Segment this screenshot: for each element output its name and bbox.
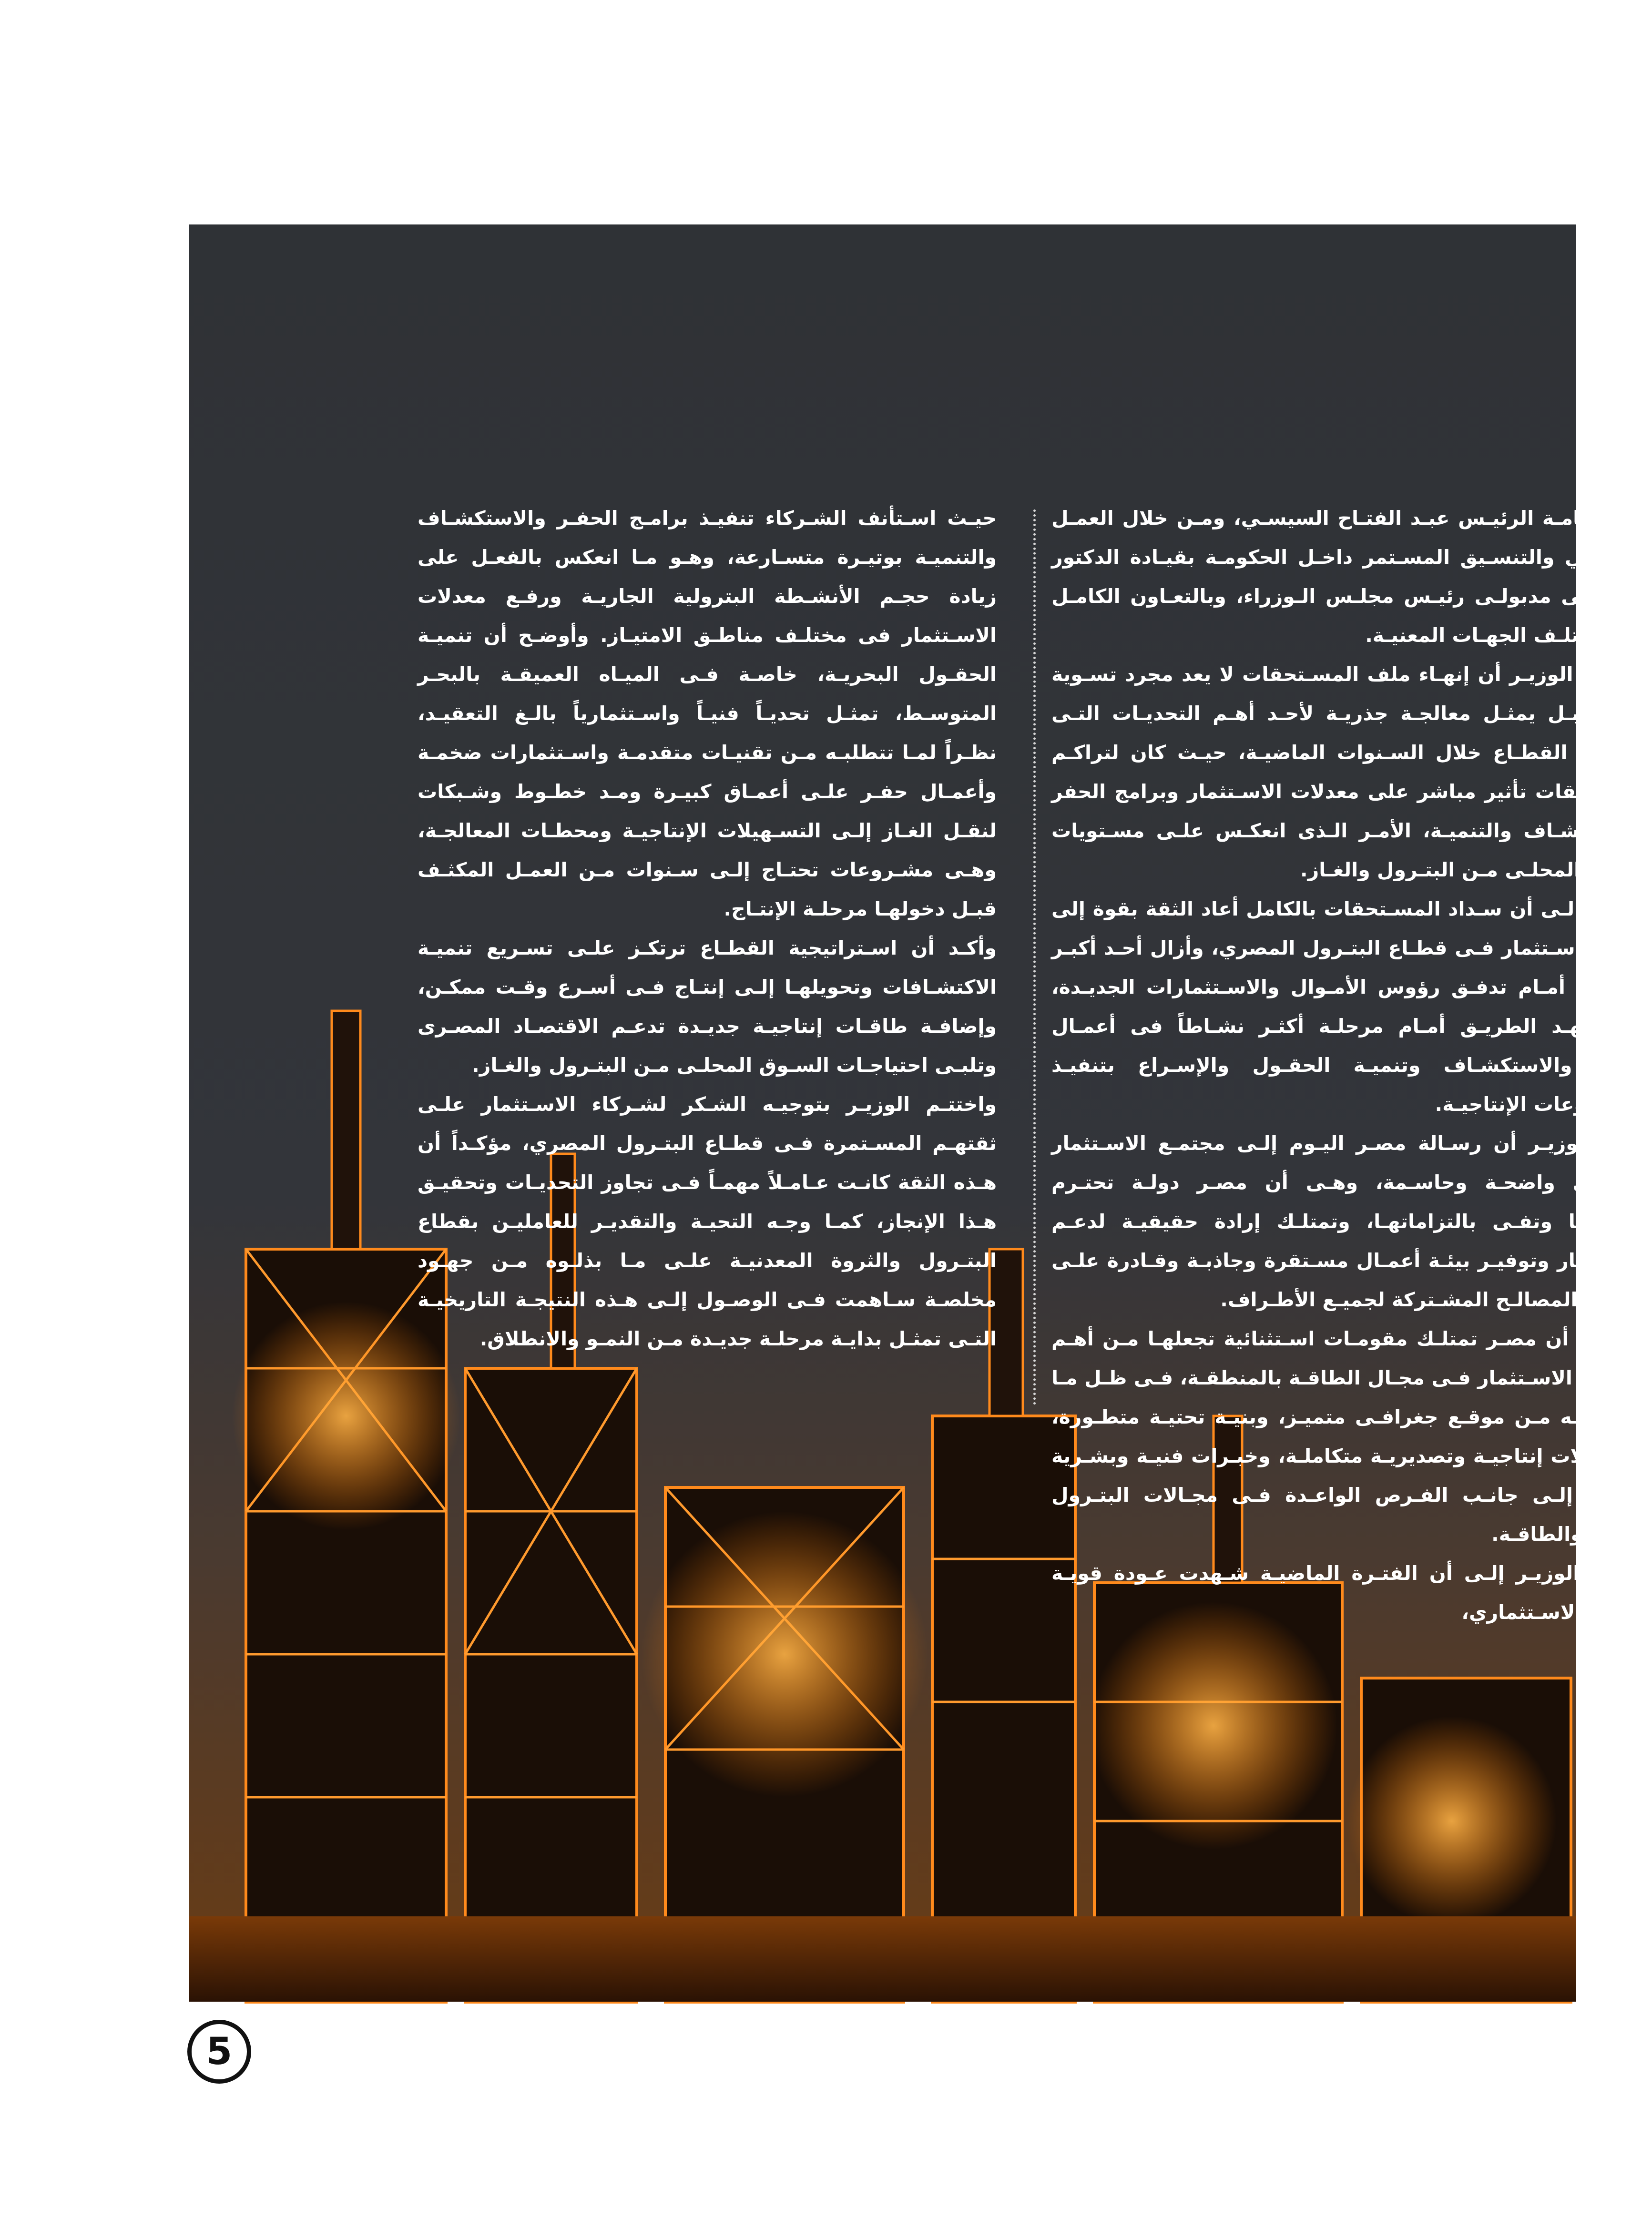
- article-panel: [189, 224, 1652, 2002]
- paragraph: وأكـد أن اسـتراتيجية القطـاع ترتكـز علـى تسـريع تنميـة الاكتشـافات وتحويلهـا إلـى إنتـاج فـى أسـرع وقـت ممكـن، وإضافـة طاقـات إنتاجيـة جديـدة تدعـم الاقتصـاد المصـرى وتلبـى احتياجـات السـوق المحلـى مـن البتـرول والغـاز.: [418, 936, 997, 1077]
- paragraph: مـن فخامـة الرئيـس عبـد الفتـاح السيسـي، ومـن خلال العمـل التكاملـي والتنسـيق المسـتمر داخـل الحكومـة بقيـادة الدكتور مصطفـى مدبولـى رئيـس مجلـس الـوزراء، وبالتعـاون الكامـل بيـن مختلـف الجهـات المعنيـة.: [1051, 507, 1652, 647]
- column-divider: [1033, 509, 1036, 1405]
- paragraph: وأشـار إلـى أن سـداد المسـتحقات بالكامل أعاد الثقة بقوة إلى منـاخ الاسـتثمار فـى قطـاع البتـرول المصري، وأزال أحـد أكبـر العوائـق أمـام تدفـق رؤوس الأمـوال والاسـتثمارات الجديـدة، بمـا يمهـد الطريـق أمـام مرحلـة أكثـر نشـاطاً فى أعمـال البحث والاستكشـاف وتنميـة الحقـول والإسـراع بتنفيـذ المشـروعات الإنتاجيـة.: [1051, 897, 1652, 1116]
- paragraph: واختتـم الوزيـر بتوجيـه الشـكر لشـركاء الاسـتثمار علـى ثقتهـم المسـتمرة فـى قطـاع البتـرول المصري، مؤكـداً أن هـذه الثقة كانـت عـامـلاً مهمـاً فـى تجاوز التحديـات وتحقيـق هـذا الإنجاز، كمـا وجـه التحيـة والتقديـر للعامليـن بقطاع البتـرول والثروة المعدنيـة علـى مـا بذلـوه مـن جهـود مخلصـة سـاهمت فـى الوصـول إلـى هـذه النتيجـة التاريخيـة التـى تمثـل بدايـة مرحلـة جديـدة مـن النمـو والانطلاق.: [418, 1093, 997, 1350]
- paragraph: حيـث اسـتأنف الشـركاء تنفيـذ برامـج الحفـر والاستكشـاف والتنميـة بوتيـرة متسـارعة، وهـو مـا انعكس بالفعـل على زيادة حجـم الأنشـطة البترولية الجاريـة ورفـع معدلات الاسـتثمار فى مختلـف مناطـق الامتيـاز. وأوضـح أن تنميـة الحقـول البحريـة، خاصـة فـى الميـاه العميقـة بالبحـر المتوسـط، تمثـل تحديـاً فنيـاً واسـتثمارياً بالـغ التعقيـد، نظـراً لمـا تتطلبـه مـن تقنيـات متقدمـة واسـتثمارات ضخمـة وأعمـال حفـر علـى أعمـاق كبيـرة ومـد خطـوط وشـبكات لنقـل الغـاز إلـى التسـهيلات الإنتاجيـة ومحطـات المعالجـة، وهـى مشـروعات تحتـاج إلـى سـنوات مـن العمـل المكثـف قبـل دخولهـا مرحلـة الإنتـاج.: [418, 507, 997, 920]
- article-column-left: [418, 499, 997, 1358]
- page-number: 5: [187, 2020, 251, 2084]
- paragraph: وأكـد الوزيـر أن رسـالة مصـر اليـوم إلـى مجتمـع الاسـتثمار العالمـى واضحـة وحاسـمة، وهـى أن مصـر دولـة تحتـرم تعهداتهـا وتفـى بالتزاماتهـا، وتمتلـك إرادة حقيقيـة لدعـم الاسـتثمار وتوفيـر بيئـة أعمـال مسـتقرة وجاذبـة وقـادرة علـى تحقيـق المصالـح المشـتركة لجميـع الأطـراف.: [1051, 1132, 1652, 1311]
- article-column-right: [1051, 499, 1652, 1632]
- paragraph: وأوضـح الوزيـر أن إنهـاء ملف المسـتحقات لا يعد مجرد تسـوية ماليـة، بـل يمثـل معالجـة جذريـة لأحـد أهـم التحديـات التـى واجهـت القطـاع خلال السـنوات الماضيـة، حيـث كان لتراكـم المسـتحقات تأثير مباشر على معدلات الاسـتثمار وبرامج الحفر والاستكشـاف والتنميـة، الأمـر الـذى انعكـس علـى مسـتويات الإنتـاج المحلـى مـن البتـرول والغـاز.: [1051, 663, 1652, 881]
- paragraph: وأضـاف أن مصـر تمتلـك مقومـات اسـتثنائية تجعلهـا مـن أهـم وجهـات الاسـتثمار فـى مجـال الطاقـة بالمنطقـة، فـى ظـل مـا تتمتـع بـه مـن موقـع جغرافـى متميـز، وبنيـة تحتيـة متطـورة، وتسـهيلات إنتاجيـة وتصديريـة متكاملـة، وخبـرات فنيـة وبشـرية كبيـرة، إلـى جانـب الفـرص الواعـدة فـى مجـالات البتـرول والغـاز والطاقـة.: [1051, 1327, 1652, 1546]
- paragraph: ولفـت الوزيـر إلـى أن الفتـرة الماضيـة شـهدت عـودة قويـة للزخـم الاسـتثماري،: [1051, 1562, 1652, 1624]
